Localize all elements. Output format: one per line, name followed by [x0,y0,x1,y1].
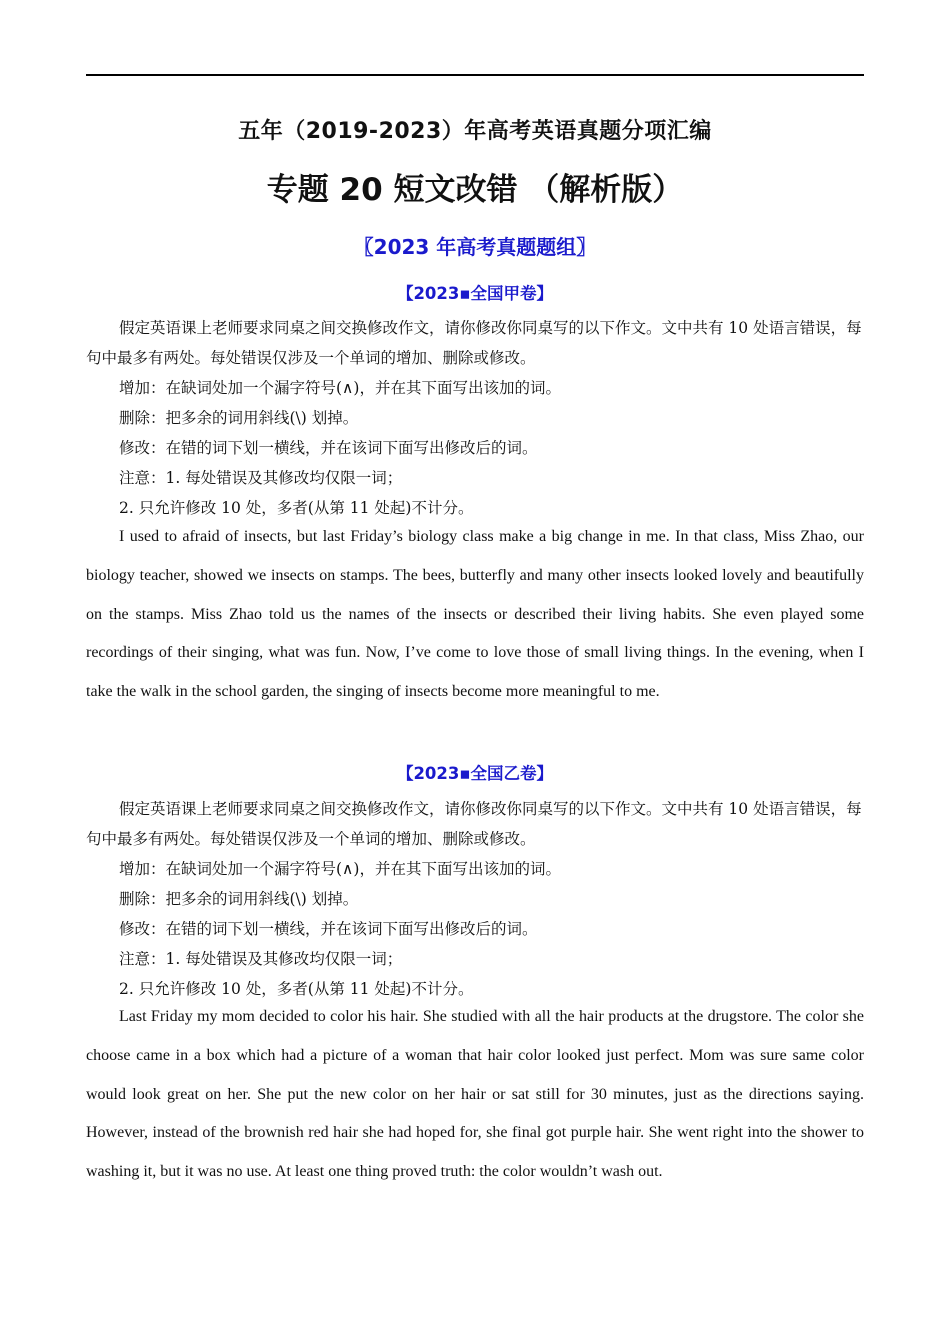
instruction-note-2: 2. 只允许修改 10 处，多者(从第 11 处起)不计分。 [119,980,474,998]
instruction-add: 增加：在缺词处加一个漏字符号(∧)，并在其下面写出该加的词。 [119,379,561,397]
instruction-note-1: 注意：1. 每处错误及其修改均仅限一词； [119,469,403,487]
instruction-modify: 修改：在错的词下划一横线，并在该词下面写出修改后的词。 [119,439,538,457]
instruction-modify: 修改：在错的词下划一横线，并在该词下面写出修改后的词。 [119,920,538,938]
document-subtitle: 五年（2019-2023）年高考英语真题分项汇编 [238,119,712,144]
instruction-note-2: 2. 只允许修改 10 处，多者(从第 11 处起)不计分。 [119,499,474,517]
essay-yi: Last Friday my mom decided to color his hair. She studied with all the hair products at the drugstore. The color she choose came in a box which had a picture of a woman that hair color looked just perfect. Mom was sure same color would look great on her. She put the new color on her hair or sat still for 30 minutes, just as the directions saying. However, instead of the brownish red hair she had hoped for, she final got purple hair. She went right into the shower to washing it, but it was no use. At least one thing proved truth: the color wouldn’t wash out. [86,1008,864,1181]
instruction-add: 增加：在缺词处加一个漏字符号(∧)，并在其下面写出该加的词。 [119,860,561,878]
instruction-delete: 删除：把多余的词用斜线(\) 划掉。 [119,409,359,427]
instruction-intro: 假定英语课上老师要求同桌之间交换修改作文，请你修改你同桌写的以下作文。文中共有 10 处语言错误，每句中最多有两处。每处错误仅涉及一个单词的增加、删除或修改。 [86,319,862,367]
top-rule [86,74,864,76]
instructions-yi [86,794,864,1004]
instruction-intro: 假定英语课上老师要求同桌之间交换修改作文，请你修改你同桌写的以下作文。文中共有 10 处语言错误，每句中最多有两处。每处错误仅涉及一个单词的增加、删除或修改。 [86,800,862,848]
instruction-note-1: 注意：1. 每处错误及其修改均仅限一词； [119,950,403,968]
essay-jia: I used to afraid of insects, but last Friday’s biology class make a big change in me. In that class, Miss Zhao, our biology teacher, showed we insects on stamps. The bees, butterfly and many other insects looked lovely and beautifully on the stamps. Miss Zhao told us the names of the insects or described their living habits. She even played some recordings of their singing, what was fun. Now, I’ve come to love those of small living things. In the evening, when I take the walk in the school garden, the singing of insects become more meaningful to me. [86,528,864,701]
section-heading-yi: 【2023▪全国乙卷】 [396,764,554,783]
group-title: 〖2023 年高考真题题组〗 [353,235,597,259]
instructions-jia [86,313,864,523]
instruction-delete: 删除：把多余的词用斜线(\) 划掉。 [119,890,359,908]
document-title: 专题 20 短文改错 （解析版） [266,172,684,208]
section-heading-jia: 【2023▪全国甲卷】 [396,284,554,303]
